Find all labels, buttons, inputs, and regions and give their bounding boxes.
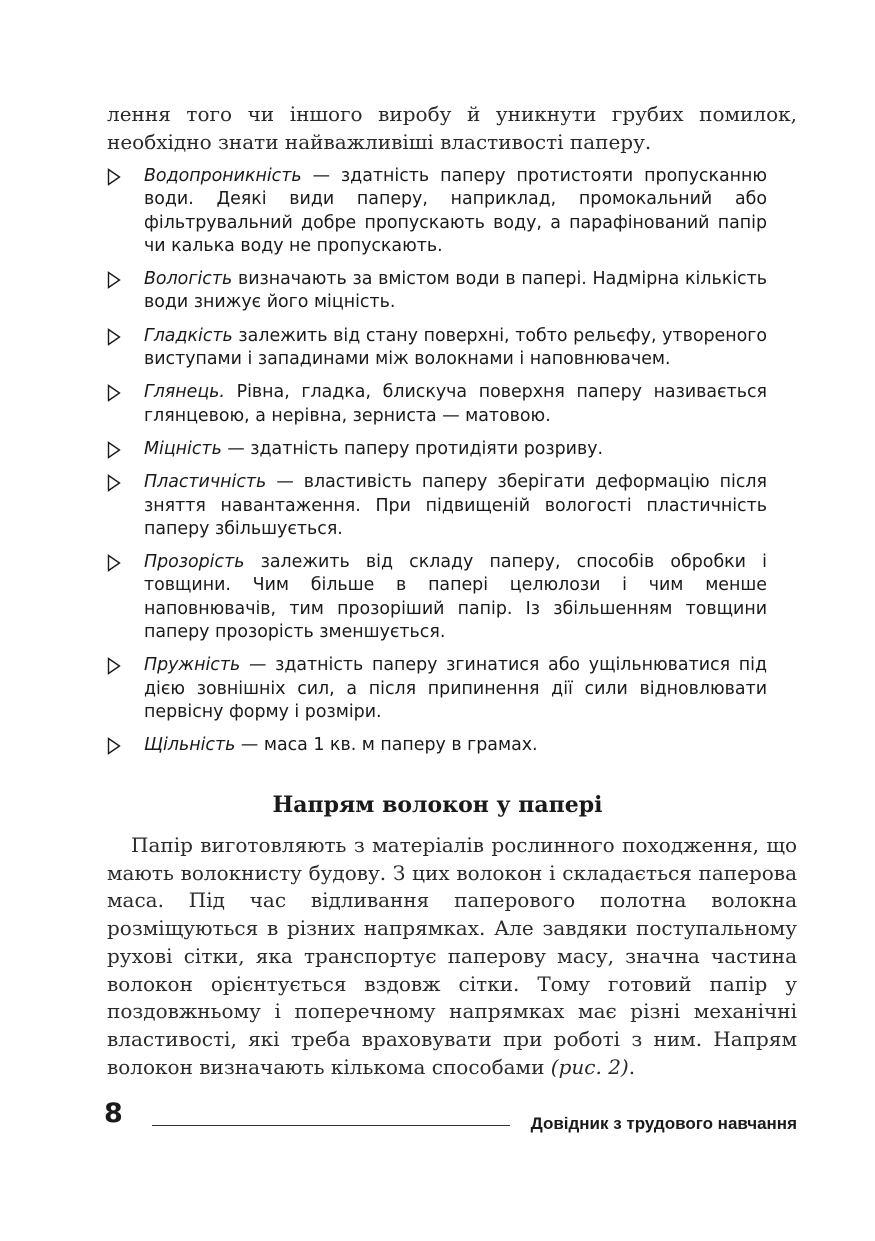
- triangle-bullet-icon: [107, 271, 121, 289]
- property-term: Гладкість: [144, 325, 233, 346]
- section-title: Напрям волокон у папері: [272, 792, 603, 818]
- property-item: [107, 471, 767, 541]
- property-description: залежить від складу паперу, способів обробки і товщини. Чим більше в папері целюлози і чим менше наповнювачів, тим прозоріший папір. Із збільшенням товщини паперу прозорість зменшується.: [144, 552, 767, 643]
- property-text: [144, 551, 767, 644]
- property-term: Пластичність: [144, 472, 267, 493]
- intro-paragraph: лення того чи іншого виробу й уникнути грубих помилок, необхідно знати найважливіші властивості паперу.: [107, 102, 797, 154]
- section-body: [107, 832, 797, 1081]
- property-item: [107, 438, 767, 461]
- page-number: 8: [104, 1098, 123, 1129]
- triangle-bullet-icon: [107, 328, 121, 346]
- property-description: — здатність паперу згинатися або ущільнюватися під дією зовнішніх сил, а після припинення дії сили відновлювати первісну форму і розміри.: [144, 655, 767, 722]
- triangle-bullet-icon: [107, 737, 121, 755]
- triangle-bullet-icon: [107, 657, 121, 675]
- property-text: [144, 165, 767, 258]
- property-text: [144, 438, 767, 461]
- property-item: [107, 325, 767, 372]
- property-description: — маса 1 кв. м паперу в грамах.: [235, 735, 538, 756]
- property-term: Глянець.: [144, 382, 225, 403]
- property-text: [144, 734, 767, 757]
- triangle-bullet-icon: [107, 441, 121, 459]
- property-term: Вологість: [144, 269, 233, 290]
- property-description: — властивість паперу зберігати деформацію після зняття навантаження. При підвищеній вологості пластичність паперу збільшується.: [144, 472, 767, 539]
- property-text: [144, 654, 767, 724]
- property-term: Водопроникність: [144, 166, 302, 186]
- property-term: Прозорість: [144, 552, 245, 573]
- property-text: [144, 268, 767, 315]
- property-item: [107, 165, 767, 258]
- figure-reference: (рис. 2): [550, 1054, 629, 1079]
- section-body-end: .: [628, 1054, 636, 1079]
- section-body-text: Папір виготовляють з матеріалів рослинного походження, що мають волокнисту будову. З цих волокон і складається паперова маса. Під час відливання паперового полотна волокна розміщуються в різних напрямках. Але завдяки поступальному рухові сітки, яка транспортує паперову масу, значна частина волокон орієнтується вздовж сітки. Тому готовий папір у поздовжньому і поперечному напрямках має різні механічні властивості, які треба враховувати при роботі з ним. Напрям волокон визначають кількома способами: [107, 833, 797, 1079]
- triangle-bullet-icon: [107, 384, 121, 402]
- property-description: залежить від стану поверхні, тобто рельєфу, утвореного виступами і западинами між волокнами і наповнювачем.: [144, 325, 767, 370]
- property-term: Щільність: [144, 735, 236, 756]
- property-text: [144, 325, 767, 372]
- property-description: визначають за вмістом води в папері. Надмірна кількість води знижує його міцність.: [144, 269, 767, 313]
- property-description: — здатність паперу протистояти пропусканню води. Деякі види паперу, наприклад, промокальний або фільтрувальний добре пропускають воду, а парафінований папір чи калька воду не пропускають.: [144, 166, 767, 256]
- footer-divider: [152, 1125, 510, 1126]
- property-item: [107, 268, 767, 315]
- book-title: Довідник з трудового навчання: [530, 1114, 797, 1133]
- triangle-bullet-icon: [107, 168, 121, 186]
- property-item: [107, 381, 767, 428]
- property-item: [107, 551, 767, 644]
- triangle-bullet-icon: [107, 474, 121, 492]
- property-term: Пружність: [144, 655, 241, 676]
- property-text: [144, 471, 767, 541]
- property-term: Міцність: [144, 438, 222, 459]
- property-description: — здатність паперу протидіяти розриву.: [221, 438, 604, 459]
- property-text: [144, 381, 767, 428]
- property-description: Рівна, гладка, блискуча поверхня паперу називається глянцевою, а нерівна, зерниста — матовою.: [144, 382, 767, 426]
- property-item: [107, 734, 767, 757]
- properties-list: [107, 165, 767, 768]
- property-item: [107, 654, 767, 724]
- triangle-bullet-icon: [107, 554, 121, 572]
